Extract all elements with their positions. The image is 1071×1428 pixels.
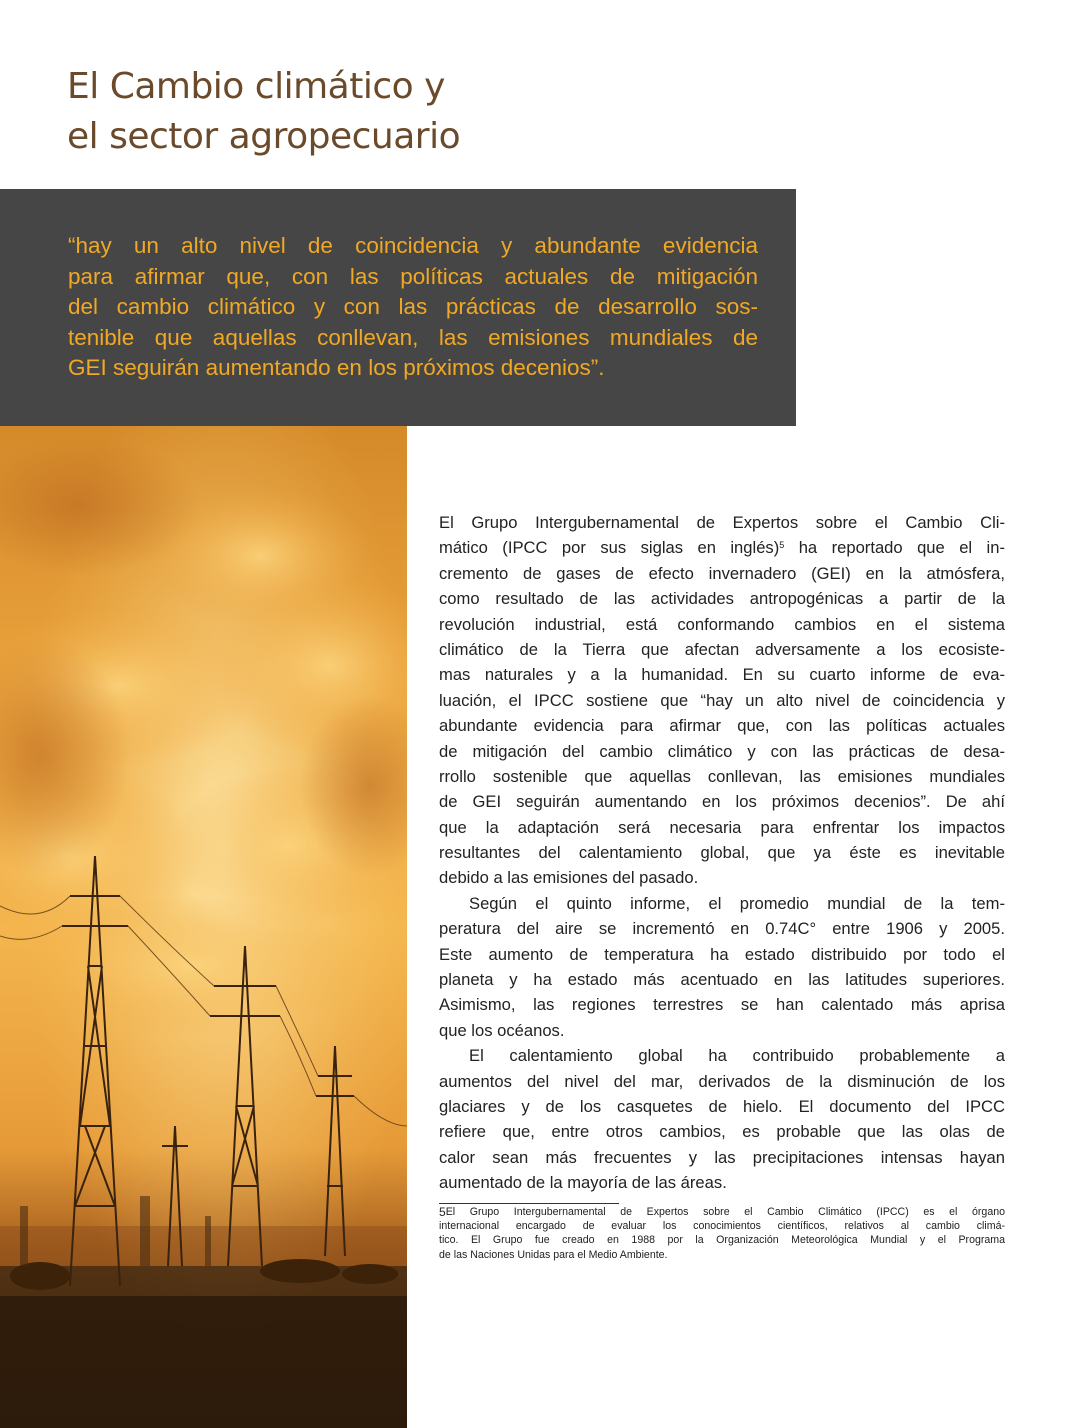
footnote-line: internacional encargado de evaluar los conocimientos científicos, relativos al cambio climá- [439, 1220, 1005, 1233]
body-line: El Grupo Intergubernamental de Expertos sobre el Cambio Cli- [439, 513, 1005, 532]
body-line: como resultado de las actividades antropogénicas a partir de la [439, 589, 1005, 609]
body-line-part: ha reportado que el in- [784, 538, 1005, 558]
footnote-divider [439, 1203, 619, 1204]
page-title-line-1: El Cambio climático y [67, 66, 445, 107]
body-line: debido a las emisiones del pasado. [439, 868, 699, 888]
footnote-number: 5 [439, 1205, 446, 1219]
body-line: climático de la Tierra que afectan adversamente a los ecosiste- [439, 639, 1005, 659]
footnote-line-text: El Grupo Intergubernamental de Expertos sobre el Cambio Climático (IPCC) es el órgano [445, 1206, 1005, 1218]
body-line: de GEI seguirán aumentando en los próximos decenios”. De ahí [439, 792, 1005, 812]
body-line: Según el quinto informe, el promedio mundial de la tem- [469, 893, 1005, 913]
body-line: El calentamiento global ha contribuido probablemente a [469, 1046, 1005, 1066]
power-lines-sunset-photo [0, 426, 407, 1428]
pull-quote-box [0, 189, 796, 426]
body-line: rrollo sostenible que aquellas conllevan, las emisiones mundiales [439, 766, 1005, 786]
body-line: glaciares y de los casquetes de hielo. El documento del IPCC [439, 1096, 1005, 1116]
body-line: resultantes del calentamiento global, que ya éste es inevitable [439, 843, 1005, 863]
pull-quote-line: para afirmar que, con las políticas actuales de mitigación [68, 263, 758, 289]
body-line: calor sean más frecuentes y las precipitaciones intensas hayan [439, 1147, 1005, 1167]
body-line: que la adaptación será necesaria para enfrentar los impactos [439, 817, 1005, 837]
page-title-line-2: el sector agropecuario [67, 116, 461, 157]
footnote-reference[interactable]: 5 [779, 540, 785, 551]
pull-quote [68, 231, 758, 384]
body-line: revolución industrial, está conformando cambios en el sistema [439, 614, 1005, 634]
pull-quote-line: GEI seguirán aumentando en los próximos decenios”. [68, 355, 605, 380]
pull-quote-line: del cambio climático y con las prácticas de desarrollo sos- [68, 294, 758, 319]
body-line: abundante evidencia para afirmar que, con las políticas actuales [439, 716, 1005, 736]
body-line-part: mático (IPCC por sus siglas en inglés) [439, 538, 780, 558]
body-line: refiere que, entre otros cambios, es probable que las olas de [439, 1122, 1005, 1142]
body-line: aumentado de la mayoría de las áreas. [439, 1173, 727, 1193]
body-line: Este aumento de temperatura ha estado distribuido por todo el [439, 944, 1005, 964]
body-line: peratura del aire se incrementó en 0.74C° entre 1906 y 2005. [439, 919, 1005, 939]
footnote-line [439, 1205, 1005, 1219]
body-line: de mitigación del cambio climático y con las prácticas de desa- [439, 741, 1005, 761]
body-line: Asimismo, las regiones terrestres se han calentado más aprisa [439, 995, 1005, 1015]
body-text [439, 510, 1005, 1196]
body-line: luación, el IPCC sostiene que “hay un alto nivel de coincidencia y [439, 690, 1005, 710]
footnote-line: tico. El Grupo fue creado en 1988 por la Organización Meteorológica Mundial y el Programa [439, 1234, 1005, 1247]
body-line: aumentos del nivel del mar, derivados de la disminución de los [439, 1071, 1005, 1091]
footnote [439, 1205, 1005, 1262]
body-line: cremento de gases de efecto invernadero (GEI) en la atmósfera, [439, 563, 1005, 583]
body-line: que los océanos. [439, 1020, 565, 1040]
body-line [439, 535, 1005, 560]
page-title [67, 62, 460, 162]
body-line: planeta y ha estado más acentuado en las latitudes superiores. [439, 970, 1005, 990]
body-line: mas naturales y a la humanidad. En su cuarto informe de eva- [439, 665, 1005, 685]
pull-quote-line: tenible que aquellas conllevan, las emisiones mundiales de [68, 324, 758, 350]
footnote-line: de las Naciones Unidas para el Medio Ambiente. [439, 1248, 668, 1261]
pull-quote-line: “hay un alto nivel de coincidencia y abundante evidencia [68, 233, 758, 258]
